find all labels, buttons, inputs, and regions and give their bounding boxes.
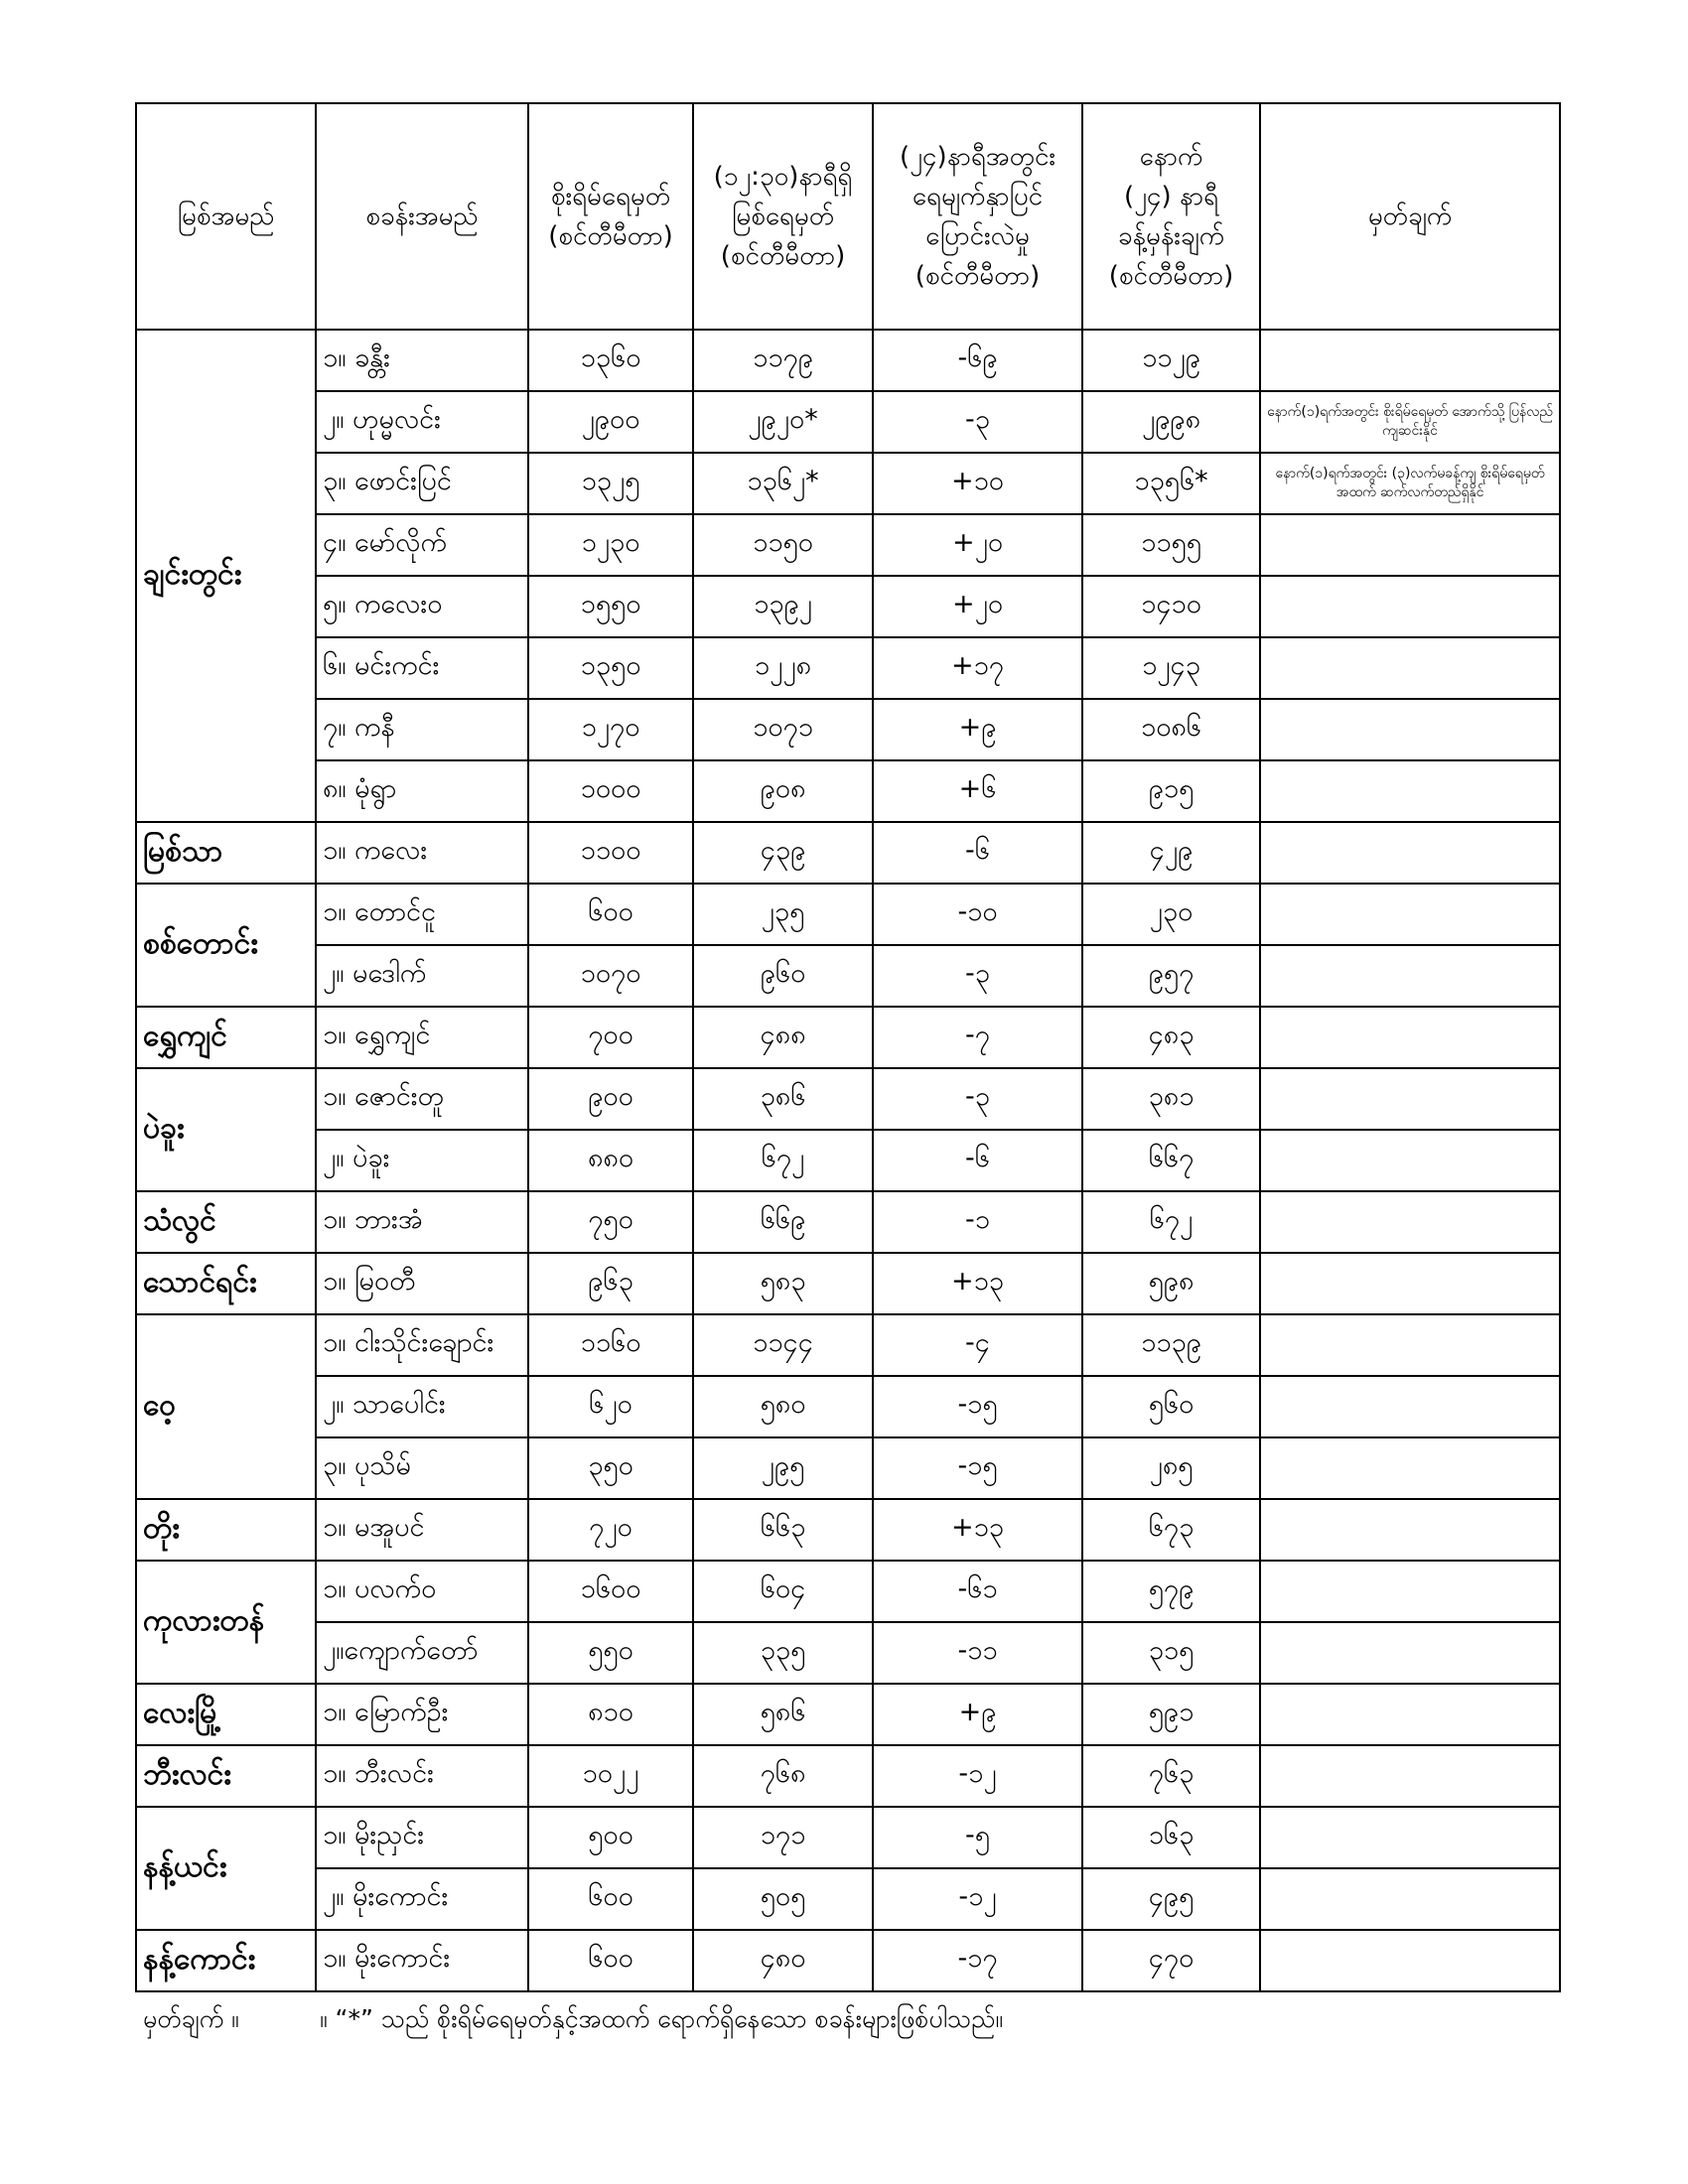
forecast-level: ၁၁၃၉ bbox=[1082, 1314, 1260, 1376]
current-level: ၇၆၈ bbox=[693, 1745, 873, 1807]
table-row bbox=[136, 1437, 1560, 1499]
level-change: -၁၅ bbox=[873, 1437, 1082, 1499]
station-name: ၁။ မအူပင် bbox=[316, 1499, 528, 1561]
table-row bbox=[136, 1807, 1560, 1868]
table-row bbox=[136, 1930, 1560, 1991]
current-level: ၄၈၈ bbox=[693, 1007, 873, 1068]
danger-level: ၇၂၀ bbox=[528, 1499, 693, 1561]
danger-level: ၁၁၀၀ bbox=[528, 822, 693, 884]
danger-level: ၆၀၀ bbox=[528, 1868, 693, 1930]
station-name: ၁။ မိုးညှင်း bbox=[316, 1807, 528, 1868]
station-name: ၈။ မုံရွာ bbox=[316, 760, 528, 822]
current-level: ၁၀၇၁ bbox=[693, 699, 873, 760]
river-name: ရွှေကျင် bbox=[136, 1007, 316, 1068]
danger-level: ၇၅၀ bbox=[528, 1191, 693, 1253]
level-change: -၆ bbox=[873, 1130, 1082, 1191]
danger-level: ၁၆၀၀ bbox=[528, 1561, 693, 1622]
table-row bbox=[136, 1376, 1560, 1437]
current-level: ၅၈၃ bbox=[693, 1253, 873, 1314]
level-change: -၆၉ bbox=[873, 330, 1082, 391]
table-row bbox=[136, 1499, 1560, 1561]
level-change: +၉ bbox=[873, 699, 1082, 760]
remark bbox=[1260, 1007, 1560, 1068]
river-name: လေးမြို့ bbox=[136, 1684, 316, 1745]
station-name: ၂။ သာပေါင်း bbox=[316, 1376, 528, 1437]
current-level: ၁၃၉၂ bbox=[693, 576, 873, 637]
forecast-level: ၁၃၅၆* bbox=[1082, 453, 1260, 514]
river-name: ပဲခူး bbox=[136, 1068, 316, 1191]
remark bbox=[1260, 1868, 1560, 1930]
station-name: ၁။ ကလေး bbox=[316, 822, 528, 884]
remark bbox=[1260, 884, 1560, 945]
table-row bbox=[136, 1622, 1560, 1684]
remark bbox=[1260, 1314, 1560, 1376]
level-change: +၂၀ bbox=[873, 514, 1082, 576]
header-danger-level: စိုးရိမ်ရေမှတ် (စင်တီမီတာ) bbox=[528, 103, 693, 330]
table-row bbox=[136, 1868, 1560, 1930]
level-change: -၁၁ bbox=[873, 1622, 1082, 1684]
station-name: ၁။ မိုးကောင်း bbox=[316, 1930, 528, 1991]
level-change: -၇ bbox=[873, 1007, 1082, 1068]
header-24h-change: (၂၄)နာရီအတွင်း ရေမျက်နှာပြင် ပြောင်းလဲမှု (စင်တီမီတာ) bbox=[873, 103, 1082, 330]
danger-level: ၁၃၂၅ bbox=[528, 453, 693, 514]
forecast-level: ၃၁၅ bbox=[1082, 1622, 1260, 1684]
forecast-level: ၅၉၁ bbox=[1082, 1684, 1260, 1745]
table-row bbox=[136, 330, 1560, 391]
level-change: -၆၁ bbox=[873, 1561, 1082, 1622]
river-name: စစ်တောင်း bbox=[136, 884, 316, 1007]
table-row bbox=[136, 699, 1560, 760]
current-level: ၃၈၆ bbox=[693, 1068, 873, 1130]
danger-level: ၁၂၃၀ bbox=[528, 514, 693, 576]
current-level: ၅၀၅ bbox=[693, 1868, 873, 1930]
remark bbox=[1260, 945, 1560, 1007]
level-change: +၁၃ bbox=[873, 1499, 1082, 1561]
remark bbox=[1260, 1684, 1560, 1745]
station-name: ၁။ ဘားအံ bbox=[316, 1191, 528, 1253]
current-level: ၂၉၅ bbox=[693, 1437, 873, 1499]
water-level-table-container bbox=[135, 102, 1559, 1992]
current-level: ၅၈၀ bbox=[693, 1376, 873, 1437]
forecast-level: ၁၂၄၃ bbox=[1082, 637, 1260, 699]
remark bbox=[1260, 1130, 1560, 1191]
current-level: ၄၈၀ bbox=[693, 1930, 873, 1991]
table-row bbox=[136, 1191, 1560, 1253]
remark bbox=[1260, 1807, 1560, 1868]
danger-level: ၁၀၂၂ bbox=[528, 1745, 693, 1807]
table-row bbox=[136, 760, 1560, 822]
danger-level: ၃၅၀ bbox=[528, 1437, 693, 1499]
forecast-level: ၄၈၃ bbox=[1082, 1007, 1260, 1068]
footnote-text: ။ “*” သည် စိုးရိမ်ရေမှတ်နှင့်အထက် ရောက်ရှိနေသော စခန်းများဖြစ်ပါသည်။ bbox=[320, 2004, 1003, 2033]
danger-level: ၅၅၀ bbox=[528, 1622, 693, 1684]
level-change: +၁၃ bbox=[873, 1253, 1082, 1314]
table-row bbox=[136, 1684, 1560, 1745]
current-level: ၆၀၄ bbox=[693, 1561, 873, 1622]
level-change: +၂၀ bbox=[873, 576, 1082, 637]
remark bbox=[1260, 699, 1560, 760]
header-forecast: နောက် (၂၄) နာရီ ခန့်မှန်းချက် (စင်တီမီတာ) bbox=[1082, 103, 1260, 330]
header-current-level: (၁၂:၃၀)နာရီရှိ မြစ်ရေမှတ် (စင်တီမီတာ) bbox=[693, 103, 873, 330]
level-change: -၁ bbox=[873, 1191, 1082, 1253]
level-change: -၅ bbox=[873, 1807, 1082, 1868]
level-change: -၁၂ bbox=[873, 1868, 1082, 1930]
danger-level: ၆၀၀ bbox=[528, 1930, 693, 1991]
current-level: ၅၈၆ bbox=[693, 1684, 873, 1745]
remark bbox=[1260, 576, 1560, 637]
station-name: ၂။ ဟုမ္မလင်း bbox=[316, 391, 528, 453]
level-change: +၁၇ bbox=[873, 637, 1082, 699]
table-body bbox=[136, 330, 1560, 1991]
station-name: ၁။ ဘီးလင်း bbox=[316, 1745, 528, 1807]
forecast-level: ၁၀၈၆ bbox=[1082, 699, 1260, 760]
forecast-level: ၇၆၃ bbox=[1082, 1745, 1260, 1807]
table-row bbox=[136, 1130, 1560, 1191]
station-name: ၆။ မင်းကင်း bbox=[316, 637, 528, 699]
station-name: ၁။ မြဝတီ bbox=[316, 1253, 528, 1314]
level-change: +၆ bbox=[873, 760, 1082, 822]
table-row bbox=[136, 391, 1560, 453]
river-name: နန့်ယင်း bbox=[136, 1807, 316, 1930]
current-level: ၉၆၀ bbox=[693, 945, 873, 1007]
forecast-level: ၂၈၅ bbox=[1082, 1437, 1260, 1499]
forecast-level: ၉၁၅ bbox=[1082, 760, 1260, 822]
current-level: ၉၀၈ bbox=[693, 760, 873, 822]
danger-level: ၁၀၀၀ bbox=[528, 760, 693, 822]
current-level: ၃၃၅ bbox=[693, 1622, 873, 1684]
river-name: ချင်းတွင်း bbox=[136, 330, 316, 822]
current-level: ၆၆၃ bbox=[693, 1499, 873, 1561]
river-name: တိုး bbox=[136, 1499, 316, 1561]
forecast-level: ၅၆၀ bbox=[1082, 1376, 1260, 1437]
remark bbox=[1260, 760, 1560, 822]
remark bbox=[1260, 637, 1560, 699]
station-name: ၁။ ငါးသိုင်းချောင်း bbox=[316, 1314, 528, 1376]
station-name: ၂။ ပဲခူး bbox=[316, 1130, 528, 1191]
current-level: ၄၃၉ bbox=[693, 822, 873, 884]
forecast-level: ၄၂၉ bbox=[1082, 822, 1260, 884]
level-change: +၁၀ bbox=[873, 453, 1082, 514]
danger-level: ၁၃၆၀ bbox=[528, 330, 693, 391]
current-level: ၁၁၇၉ bbox=[693, 330, 873, 391]
remark bbox=[1260, 1622, 1560, 1684]
table-row bbox=[136, 514, 1560, 576]
level-change: -၁၅ bbox=[873, 1376, 1082, 1437]
header-remark: မှတ်ချက် bbox=[1260, 103, 1560, 330]
river-name: သောင်ရင်း bbox=[136, 1253, 316, 1314]
current-level: ၁၁၅၀ bbox=[693, 514, 873, 576]
station-name: ၅။ ကလေးဝ bbox=[316, 576, 528, 637]
level-change: -၁၀ bbox=[873, 884, 1082, 945]
station-name: ၁။ ဇောင်းတူ bbox=[316, 1068, 528, 1130]
current-level: ၂၉၂၀* bbox=[693, 391, 873, 453]
remark bbox=[1260, 1437, 1560, 1499]
river-name: နန့်ကောင်း bbox=[136, 1930, 316, 1991]
remark bbox=[1260, 822, 1560, 884]
level-change: -၆ bbox=[873, 822, 1082, 884]
level-change: -၃ bbox=[873, 1068, 1082, 1130]
danger-level: ၅၀၀ bbox=[528, 1807, 693, 1868]
danger-level: ၁၃၅၀ bbox=[528, 637, 693, 699]
danger-level: ၈၁၀ bbox=[528, 1684, 693, 1745]
remark bbox=[1260, 1930, 1560, 1991]
forecast-level: ၄၇၀ bbox=[1082, 1930, 1260, 1991]
station-name: ၁။ ပလက်ဝ bbox=[316, 1561, 528, 1622]
forecast-level: ၃၈၁ bbox=[1082, 1068, 1260, 1130]
danger-level: ၆၀၀ bbox=[528, 884, 693, 945]
table-row bbox=[136, 453, 1560, 514]
level-change: -၃ bbox=[873, 391, 1082, 453]
remark bbox=[1260, 330, 1560, 391]
forecast-level: ၉၅၇ bbox=[1082, 945, 1260, 1007]
table-row bbox=[136, 1314, 1560, 1376]
table-row bbox=[136, 1068, 1560, 1130]
table-row bbox=[136, 637, 1560, 699]
river-name: ဘီးလင်း bbox=[136, 1745, 316, 1807]
station-name: ၃။ ဖောင်းပြင် bbox=[316, 453, 528, 514]
forecast-level: ၁၁၂၉ bbox=[1082, 330, 1260, 391]
current-level: ၁၁၄၄ bbox=[693, 1314, 873, 1376]
danger-level: ၁၅၅၀ bbox=[528, 576, 693, 637]
table-row bbox=[136, 1007, 1560, 1068]
station-name: ၂။ကျောက်တော် bbox=[316, 1622, 528, 1684]
forecast-level: ၆၇၂ bbox=[1082, 1191, 1260, 1253]
danger-level: ၁၁၆၀ bbox=[528, 1314, 693, 1376]
remark bbox=[1260, 514, 1560, 576]
current-level: ၂၃၅ bbox=[693, 884, 873, 945]
remark: နောက်(၁)ရက်အတွင်း စိုးရိမ်ရေမှတ် အောက်သို့ ပြန်လည်ကျဆင်းနိုင် bbox=[1260, 391, 1560, 453]
danger-level: ၉၆၃ bbox=[528, 1253, 693, 1314]
station-name: ၁။ မြောက်ဦး bbox=[316, 1684, 528, 1745]
forecast-level: ၅၉၈ bbox=[1082, 1253, 1260, 1314]
table-row bbox=[136, 822, 1560, 884]
footnote-label: မှတ်ချက် ။ bbox=[143, 2004, 239, 2033]
header-station: စခန်းအမည် bbox=[316, 103, 528, 330]
footnote bbox=[143, 2003, 1003, 2040]
level-change: -၁၂ bbox=[873, 1745, 1082, 1807]
river-name: ကုလားတန် bbox=[136, 1561, 316, 1684]
danger-level: ၁၂၇၀ bbox=[528, 699, 693, 760]
current-level: ၆၆၉ bbox=[693, 1191, 873, 1253]
current-level: ၁၂၂၈ bbox=[693, 637, 873, 699]
forecast-level: ၁၄၁၀ bbox=[1082, 576, 1260, 637]
header-row bbox=[136, 103, 1560, 330]
remark bbox=[1260, 1253, 1560, 1314]
table-row bbox=[136, 1561, 1560, 1622]
remark bbox=[1260, 1191, 1560, 1253]
table-row bbox=[136, 576, 1560, 637]
station-name: ၂။ မဒေါက် bbox=[316, 945, 528, 1007]
water-level-table bbox=[135, 102, 1561, 1992]
station-name: ၃။ ပုသိမ် bbox=[316, 1437, 528, 1499]
forecast-level: ၄၉၅ bbox=[1082, 1868, 1260, 1930]
level-change: -၃ bbox=[873, 945, 1082, 1007]
table-row bbox=[136, 1745, 1560, 1807]
river-name: ဝေ့ bbox=[136, 1314, 316, 1499]
station-name: ၁။ ခန္တီး bbox=[316, 330, 528, 391]
danger-level: ၁၀၇၀ bbox=[528, 945, 693, 1007]
river-name: မြစ်သာ bbox=[136, 822, 316, 884]
station-name: ၁။ တောင်ငူ bbox=[316, 884, 528, 945]
forecast-level: ၁၆၃ bbox=[1082, 1807, 1260, 1868]
danger-level: ၈၈၀ bbox=[528, 1130, 693, 1191]
table-row bbox=[136, 884, 1560, 945]
level-change: +၉ bbox=[873, 1684, 1082, 1745]
forecast-level: ၅၇၉ bbox=[1082, 1561, 1260, 1622]
level-change: -၄ bbox=[873, 1314, 1082, 1376]
forecast-level: ၂၉၉၈ bbox=[1082, 391, 1260, 453]
current-level: ၆၇၂ bbox=[693, 1130, 873, 1191]
remark bbox=[1260, 1499, 1560, 1561]
forecast-level: ၆၇၃ bbox=[1082, 1499, 1260, 1561]
table-row bbox=[136, 945, 1560, 1007]
forecast-level: ၂၃၀ bbox=[1082, 884, 1260, 945]
danger-level: ၇၀၀ bbox=[528, 1007, 693, 1068]
station-name: ၂။ မိုးကောင်း bbox=[316, 1868, 528, 1930]
danger-level: ၉၀၀ bbox=[528, 1068, 693, 1130]
danger-level: ၆၂၀ bbox=[528, 1376, 693, 1437]
level-change: -၁၇ bbox=[873, 1930, 1082, 1991]
station-name: ၄။ မော်လိုက် bbox=[316, 514, 528, 576]
station-name: ၁။ ရွှေကျင် bbox=[316, 1007, 528, 1068]
station-name: ၇။ ကနီ bbox=[316, 699, 528, 760]
current-level: ၁၇၁ bbox=[693, 1807, 873, 1868]
forecast-level: ၆၆၇ bbox=[1082, 1130, 1260, 1191]
river-name: သံလွင် bbox=[136, 1191, 316, 1253]
forecast-level: ၁၁၅၅ bbox=[1082, 514, 1260, 576]
danger-level: ၂၉၀၀ bbox=[528, 391, 693, 453]
remark bbox=[1260, 1745, 1560, 1807]
table-row bbox=[136, 1253, 1560, 1314]
current-level: ၁၃၆၂* bbox=[693, 453, 873, 514]
remark bbox=[1260, 1376, 1560, 1437]
header-river: မြစ်အမည် bbox=[136, 103, 316, 330]
remark bbox=[1260, 1561, 1560, 1622]
remark: နောက်(၁)ရက်အတွင်း (၃)လက်မခန့်ကျ စိုးရိမ်ရေမှတ်အထက် ဆက်လက်တည်ရှိနိုင် bbox=[1260, 453, 1560, 514]
remark bbox=[1260, 1068, 1560, 1130]
